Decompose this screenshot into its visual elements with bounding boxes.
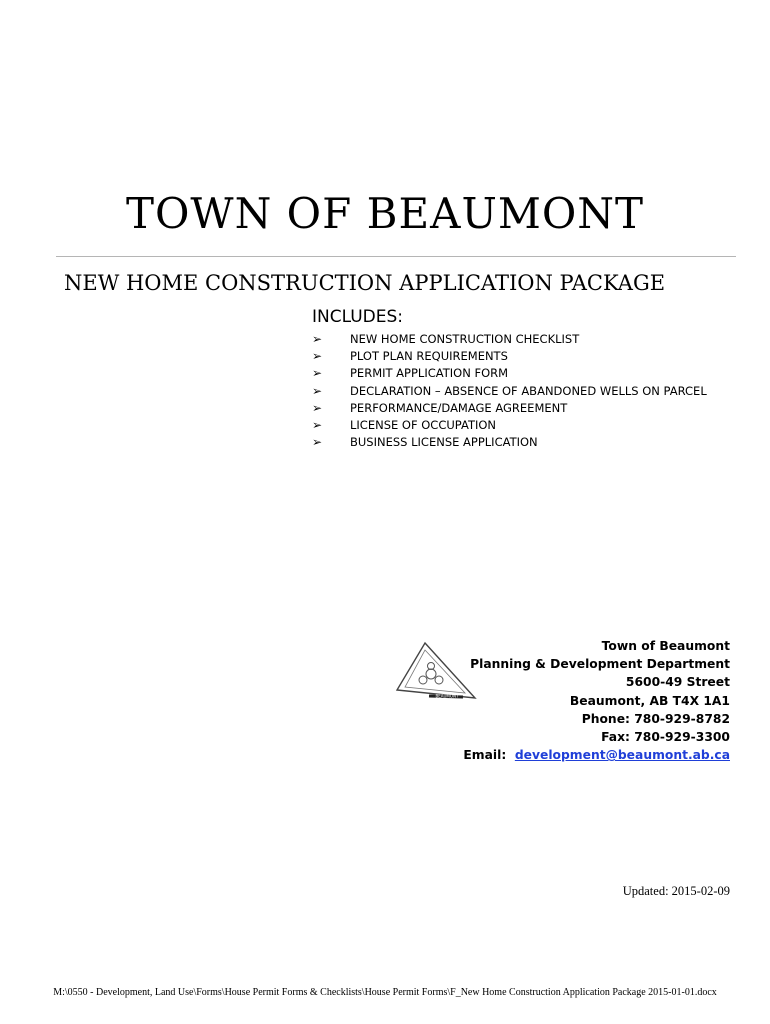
document-title: TOWN OF BEAUMONT xyxy=(125,189,645,238)
updated-date: Updated: 2015-02-09 xyxy=(622,884,730,898)
list-item xyxy=(312,347,707,364)
includes-heading: INCLUDES: xyxy=(312,307,404,327)
arrow-bullet-icon: ➢ xyxy=(312,348,323,363)
list-item xyxy=(312,399,707,416)
list-item xyxy=(312,330,707,347)
arrow-bullet-icon: ➢ xyxy=(312,400,323,415)
list-item-label: DECLARATION – ABSENCE OF ABANDONED WELLS ON PARCEL xyxy=(350,383,707,398)
footer-file-path: M:\0550 - Development, Land Use\Forms\House Permit Forms & Checklists\House Permit Forms\F_New Home Construction Application Package 2015-01-01.docx xyxy=(53,987,717,998)
list-item-label: PERMIT APPLICATION FORM xyxy=(350,366,509,381)
list-item-label: LICENSE OF OCCUPATION xyxy=(350,418,497,433)
email-label: Email: xyxy=(463,748,507,763)
title-divider xyxy=(56,256,736,257)
arrow-bullet-icon: ➢ xyxy=(312,331,323,346)
contact-name: Town of Beaumont xyxy=(601,639,730,653)
email-link[interactable]: development@beaumont.ab.ca xyxy=(514,748,730,763)
contact-street: 5600-49 Street xyxy=(625,675,730,690)
arrow-bullet-icon: ➢ xyxy=(312,366,323,381)
includes-list xyxy=(312,330,707,451)
contact-department: Planning & Development Department xyxy=(470,657,730,672)
contact-city: Beaumont, AB T4X 1A1 xyxy=(569,693,730,708)
contact-phone: Phone: 780-929-8782 xyxy=(581,711,730,726)
contact-fax: Fax: 780-929-3300 xyxy=(601,730,730,745)
package-subtitle: NEW HOME CONSTRUCTION APPLICATION PACKAGE xyxy=(64,271,666,295)
list-item xyxy=(312,365,707,382)
list-item-label: BUSINESS LICENSE APPLICATION xyxy=(350,435,538,450)
arrow-bullet-icon: ➢ xyxy=(312,418,323,433)
arrow-bullet-icon: ➢ xyxy=(312,435,323,450)
list-item xyxy=(312,416,707,433)
contact-block xyxy=(430,637,730,764)
arrow-bullet-icon: ➢ xyxy=(312,383,323,398)
list-item-label: PLOT PLAN REQUIREMENTS xyxy=(350,348,508,363)
logo-text: BEAUMONT xyxy=(435,693,459,699)
contact-email-row xyxy=(430,746,730,764)
list-item-label: PERFORMANCE/DAMAGE AGREEMENT xyxy=(350,400,568,415)
list-item xyxy=(312,434,707,451)
list-item xyxy=(312,382,707,399)
list-item-label: NEW HOME CONSTRUCTION CHECKLIST xyxy=(350,331,580,346)
